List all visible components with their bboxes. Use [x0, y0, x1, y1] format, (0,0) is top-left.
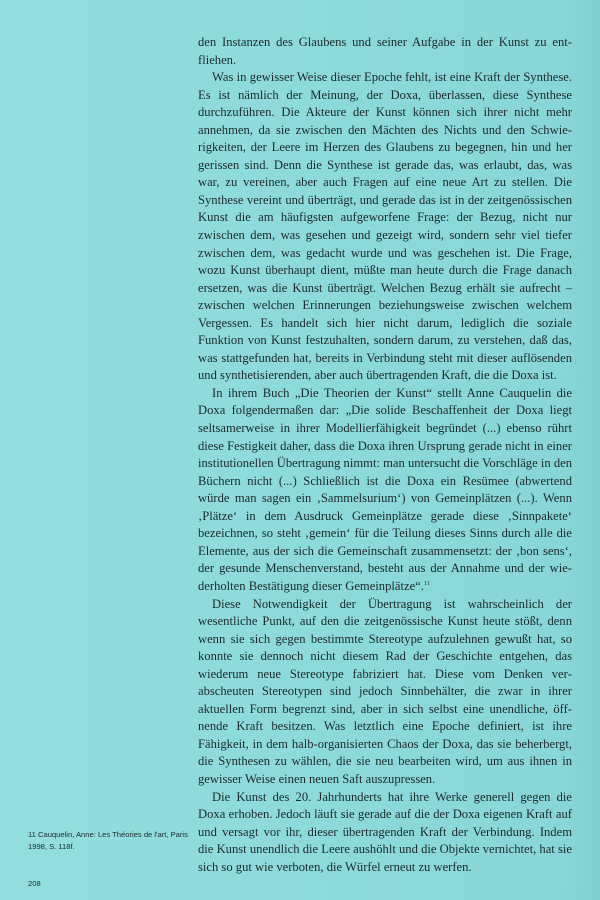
footnote: 11 Cauquelin, Anne: Les Théories de l'art, Paris 1998, S. 118f.: [28, 830, 188, 851]
paragraph-continuation: den Instanzen des Glaubens und seiner Aufgabe in der Kunst zu entfliehen.: [198, 35, 572, 67]
paragraph-synthesis: Was in gewisser Weise dieser Epoche fehlt, ist eine Kraft der Synthese. Es ist nämlich der Meinung, der Doxa, überlassen, diese Synthese durchzuführen. Die Akteure der Kunst können sich ihrer nicht mehr annehmen, da sie zwischen den Mächten des Nichts und den Schwierigkeiten, der Leere im Herzen des Glaubens zu begegnen, hin und her gerissen sind. Denn die Synthese ist gerade das, was erlaubt, das, was war, zu vereinen, aber auch Fragen auf eine neue Art zu stellen. Die Synthese vereint und überträgt, und gerade das ist in der zeitgenössischen Kunst die am häufigsten aufgeworfene Frage: der Bezug, nicht nur zwischen dem, was gesehen und gezeigt wird, sondern sehr viel tiefer zwischen dem, was gedacht wurde und was geschehen ist. Die Frage, wozu Kunst überhaupt dient, müßte man heute durch die Frage danach ersetzen, was die Kunst überträgt. Welchen Bezug erhält sie aufrecht – zwischen welchen Erinnerungen beziehungsweise zwischen welchem Vergessen. Es handelt sich hier nicht darum, lediglich die soziale Funktion von Kunst festzuhalten, sondern darum, zu verstehen, daß das, was stattgefunden hat, bereits in Verbindung steht mit dieser auflösenden und synthetisierenden, aber auch übertragenden Kraft, die die Doxa ist.: [198, 70, 572, 383]
paragraph-twentieth-century: Die Kunst des 20. Jahrhunderts hat ihre Werke generell gegen die Doxa erhoben. Jedoch läuft sie gerade auf die der Doxa eigenen Kraft auf und versagt vor ihr, dieser übertragenden Kraft der Verbindung. Indem die Kunst unendlich die Leere aushöhlt und die Objekte vernichtet, hat sie sich so gut wie verboten, die Würfel erneut zu werfen.: [198, 789, 572, 874]
footnote-reference: 11: [423, 579, 431, 587]
paragraph-cauquelin-quote: [198, 385, 572, 596]
body-text-column: [198, 34, 572, 876]
page-number: 208: [28, 879, 41, 888]
paragraph-transmission: Diese Notwendigkeit der Übertragung ist wahrscheinlich der wesentliche Punkt, auf den die zeitgenössische Kunst heute stößt, denn wenn sie sich gegen bestimmte Stereotype aufzulehnen gewußt hat, so konnte sie dennoch nicht diesem Rad der Geschichte entgehen, das wiederum neue Stereotype fabriziert hat. Diese vom Denken verabscheuten Stereotypen sind jedoch Sinnbehälter, die zwar in ihrer aktuellen Form begrenzt sind, aber in sich selbst eine unendliche, öffnende Kraft besitzen. Was letztlich eine Epoche definiert, ist ihre Fähigkeit, in dem halb-organisierten Chaos der Doxa, das sie beherbergt, die Synthesen zu wählen, die sie neu bearbeiten wird, um aus ihnen in gewisser Weise einen neuen Saft auszupressen.: [198, 596, 572, 786]
quote-text: In ihrem Buch „Die Theorien der Kunst“ stellt Anne Cauquelin die Doxa folgendermaßen dar: „Die solide Beschaffenheit der Doxa liegt seltsamerweise in ihrer Modellierfähigkeit begründet (...) ebenso rührt diese Festigkeit daher, dass die Doxa ihren Ursprung gerade nicht in einer institutionellen Übertragung nimmt: man untersucht die Vorschläge in den Büchern nicht (...) Schließlich ist die Doxa ein Resümee (abwertend würde man sagen ein ‚Sammelsurium‘) von Gemeinplätzen (...). Wenn ‚Plätze‘ in dem Ausdruck Gemeinplätze gerade diese ‚Sinnpakete‘ bezeichnen, so steht ‚gemein‘ für die Teilung dieses Sinns durch alle die Elemente, aus der sich die Gemeinschaft zusammensetzt: der ‚bon sens‘, der gesunde Menschenverstand, besteht aus der Annahme und der wiederholten Bestätigung dieser Gemeinplätze“.: [198, 385, 572, 593]
